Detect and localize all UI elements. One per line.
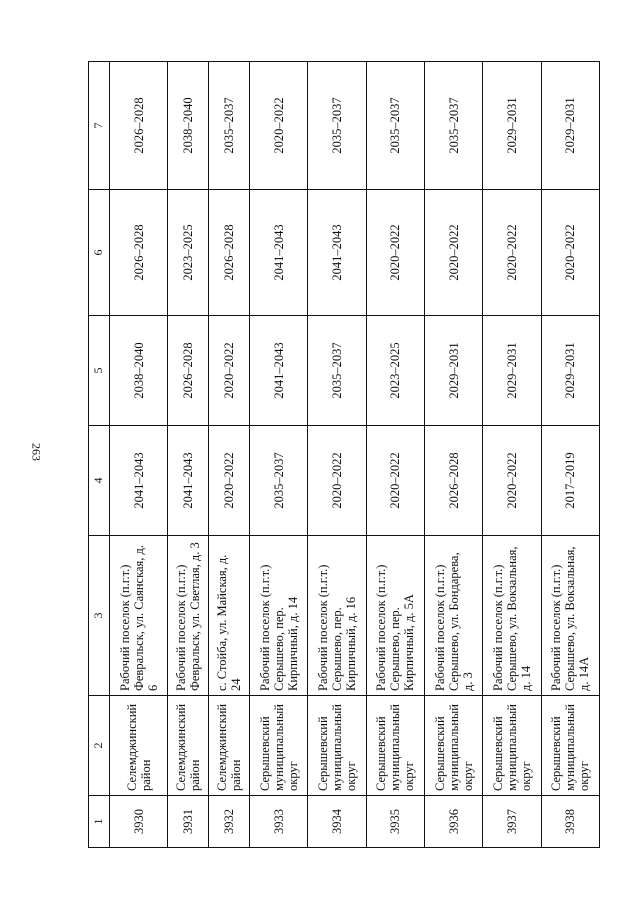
address-cell: Рабочий поселок (п.г.т.) Серышево, пер. Кирпичный, д. 16 <box>308 536 366 696</box>
period-col5-cell: 2029–2031 <box>541 316 599 426</box>
column-header: 5 <box>89 316 110 426</box>
column-header: 3 <box>89 536 110 696</box>
district-cell: Серышевский муниципальный округ <box>425 696 483 796</box>
period-col4-cell: 2041–2043 <box>168 426 209 536</box>
period-col5-cell: 2029–2031 <box>425 316 483 426</box>
district-cell: Серышевский муниципальный округ <box>250 696 308 796</box>
period-col7-cell: 2020–2022 <box>250 62 308 190</box>
period-col7-cell: 2029–2031 <box>541 62 599 190</box>
table-row <box>168 62 209 848</box>
period-col7-cell: 2035–2037 <box>425 62 483 190</box>
period-col6-cell: 2020–2022 <box>541 190 599 316</box>
row-number-cell: 3933 <box>250 796 308 848</box>
period-col7-cell: 2035–2037 <box>209 62 250 190</box>
district-cell: Серышевский муниципальный округ <box>483 696 541 796</box>
period-col7-cell: 2038–2040 <box>168 62 209 190</box>
table-row <box>308 62 366 848</box>
column-number-row <box>89 62 110 848</box>
district-cell: Серышевский муниципальный округ <box>308 696 366 796</box>
period-col6-cell: 2020–2022 <box>483 190 541 316</box>
table-row <box>110 62 168 848</box>
period-col5-cell: 2023–2025 <box>366 316 424 426</box>
address-cell: Рабочий поселок (п.г.т.) Серышево, ул. Бондарева, д. 3 <box>425 536 483 696</box>
period-col6-cell: 2020–2022 <box>425 190 483 316</box>
row-number-cell: 3937 <box>483 796 541 848</box>
table-row <box>250 62 308 848</box>
table-row <box>541 62 599 848</box>
column-header: 4 <box>89 426 110 536</box>
period-col4-cell: 2020–2022 <box>483 426 541 536</box>
table-row <box>483 62 541 848</box>
district-cell: Селемджинский район <box>209 696 250 796</box>
district-cell: Селемджинский район <box>168 696 209 796</box>
district-cell: Серышевский муниципальный округ <box>541 696 599 796</box>
period-col6-cell: 2041–2043 <box>250 190 308 316</box>
period-col5-cell: 2029–2031 <box>483 316 541 426</box>
period-col7-cell: 2029–2031 <box>483 62 541 190</box>
address-cell: Рабочий поселок (п.г.т.) Серышево, пер. Кирпичный, д. 5А <box>366 536 424 696</box>
table-row <box>425 62 483 848</box>
period-col6-cell: 2041–2043 <box>308 190 366 316</box>
row-number-cell: 3938 <box>541 796 599 848</box>
period-col4-cell: 2035–2037 <box>250 426 308 536</box>
period-col6-cell: 2023–2025 <box>168 190 209 316</box>
address-cell: Рабочий поселок (п.г.т.) Серышево, ул. Вокзальная, д. 14 <box>483 536 541 696</box>
row-number-cell: 3931 <box>168 796 209 848</box>
period-col4-cell: 2017–2019 <box>541 426 599 536</box>
row-number-cell: 3934 <box>308 796 366 848</box>
district-cell: Селемджинский район <box>110 696 168 796</box>
period-col4-cell: 2020–2022 <box>366 426 424 536</box>
period-col7-cell: 2035–2037 <box>308 62 366 190</box>
column-header: 1 <box>89 796 110 848</box>
period-col7-cell: 2026–2028 <box>110 62 168 190</box>
period-col5-cell: 2041–2043 <box>250 316 308 426</box>
period-col5-cell: 2026–2028 <box>168 316 209 426</box>
period-col5-cell: 2020–2022 <box>209 316 250 426</box>
period-col4-cell: 2020–2022 <box>308 426 366 536</box>
period-col4-cell: 2026–2028 <box>425 426 483 536</box>
rotated-table-container <box>88 62 600 848</box>
housing-repair-schedule-table <box>88 61 600 848</box>
row-number-cell: 3936 <box>425 796 483 848</box>
address-cell: Рабочий поселок (п.г.т.) Февральск, ул. Саянская, д. 6 <box>110 536 168 696</box>
period-col6-cell: 2026–2028 <box>110 190 168 316</box>
address-cell: Рабочий поселок (п.г.т.) Февральск, ул. Светлая, д. 3 <box>168 536 209 696</box>
column-header: 2 <box>89 696 110 796</box>
period-col6-cell: 2020–2022 <box>366 190 424 316</box>
period-col5-cell: 2038–2040 <box>110 316 168 426</box>
address-cell: с. Стойба, ул. Майская, д. 24 <box>209 536 250 696</box>
period-col7-cell: 2035–2037 <box>366 62 424 190</box>
row-number-cell: 3932 <box>209 796 250 848</box>
address-cell: Рабочий поселок (п.г.т.) Серышево, ул. Вокзальная, д. 14А <box>541 536 599 696</box>
period-col4-cell: 2041–2043 <box>110 426 168 536</box>
district-cell: Серышевский муниципальный округ <box>366 696 424 796</box>
address-cell: Рабочий поселок (п.г.т.) Серышево, пер. Кирпичный, д. 14 <box>250 536 308 696</box>
row-number-cell: 3935 <box>366 796 424 848</box>
row-number-cell: 3930 <box>110 796 168 848</box>
table-row <box>366 62 424 848</box>
period-col4-cell: 2020–2022 <box>209 426 250 536</box>
page-number: 263 <box>29 443 44 461</box>
column-header: 6 <box>89 190 110 316</box>
table-row <box>209 62 250 848</box>
column-header: 7 <box>89 62 110 190</box>
period-col5-cell: 2035–2037 <box>308 316 366 426</box>
period-col6-cell: 2026–2028 <box>209 190 250 316</box>
